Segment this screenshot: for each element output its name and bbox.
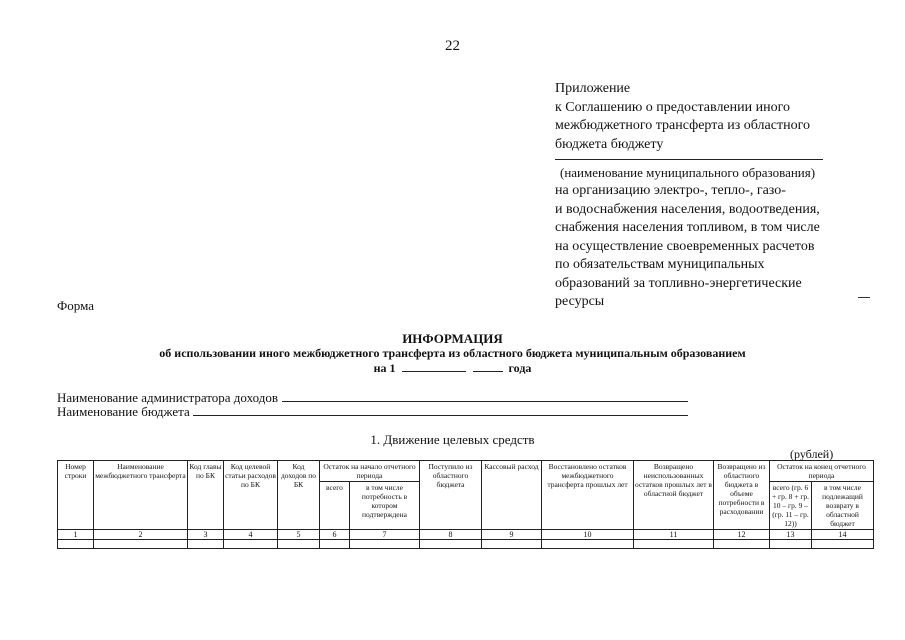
column-number: 1 [58,530,94,540]
table-cell[interactable] [94,540,188,549]
header-returned-unused: Возвращено неиспользованных остатков прошлых лет в областной бюджет [634,461,714,530]
units-label: (рублей) [790,447,834,461]
budget-name-row [57,404,190,420]
municipality-blank-line [555,159,823,160]
purpose-line: образований за топливно-энергетические [555,275,802,291]
table-cell[interactable] [278,540,320,549]
column-number: 11 [634,530,714,540]
municipality-caption: (наименование муниципального образования) [560,165,816,180]
column-number: 2 [94,530,188,540]
appendix-line: Приложение [555,81,631,96]
table-cell[interactable] [350,540,420,549]
purpose-line: и водоснабжения населения, водоотведения, [555,201,820,217]
purpose-line: снабжения населения топливом, в том числе [555,220,820,235]
column-number: 10 [542,530,634,540]
column-number: 4 [224,530,278,540]
header-target-article-code: Код целевой статьи расходов по БК [224,461,278,530]
column-number: 8 [420,530,482,540]
header-chapter-code: Код главы по БК [188,461,224,530]
document-subtitle: об использовании иного межбюджетного трансферта из областного бюджета муниципальным образованием [159,346,746,360]
purpose-line: по обязательствам муниципальных [555,257,765,272]
date-suffix: года [508,361,532,375]
header-balance-start-total: всего [320,482,350,530]
appendix-line: к Соглашению о предоставлении иного [555,99,790,115]
appendix-block [555,80,855,154]
table-cell[interactable] [188,540,224,549]
column-number: 14 [812,530,874,540]
purpose-line: на осуществление своевременных расчетов [555,238,815,254]
column-number: 12 [714,530,770,540]
table-cell[interactable] [770,540,812,549]
column-number: 13 [770,530,812,540]
header-restored: Восстановлено остатков межбюджетного трансферта прошлых лет [542,461,634,530]
header-cash-expense: Кассовый расход [482,461,542,530]
document-title: ИНФОРМАЦИЯ [402,331,503,346]
table-row [58,540,874,549]
column-number: 5 [278,530,320,540]
appendix-line: межбюджетного трансферта из областного [555,118,810,133]
table-cell[interactable] [714,540,770,549]
funds-movement-table [57,460,874,549]
table-cell[interactable] [224,540,278,549]
column-number: 6 [320,530,350,540]
table-cell[interactable] [58,540,94,549]
column-number: 3 [188,530,224,540]
table-cell[interactable] [542,540,634,549]
header-balance-end-return: в том числе подлежащий возврату в областной бюджет [812,482,874,530]
header-balance-start: Остаток на начало отчетного периода [320,461,420,482]
column-number: 9 [482,530,542,540]
header-transfer-name: Наименование межбюджетного трансферта [94,461,188,530]
date-blank-month[interactable] [402,360,466,372]
report-date-line [0,360,905,376]
header-returned-needed: Возвращено из областного бюджета в объеме потребности в расходовании [714,461,770,530]
purpose-block [555,182,820,312]
header-balance-end-total: всего (гр. 6 + гр. 8 + гр. 10 – гр. 9 – (гр. 11 – гр. 12)) [770,482,812,530]
appendix-line: бюджета бюджету [555,136,664,152]
column-numbers-row [58,530,874,540]
margin-dash [858,297,870,298]
header-balance-end: Остаток на конец отчетного периода [770,461,874,482]
section-title: 1. Движение целевых средств [370,432,535,447]
purpose-line: ресурсы [555,294,605,309]
header-income-code: Код доходов по БК [278,461,320,530]
header-received: Поступило из областного бюджета [420,461,482,530]
budget-name-label: Наименование бюджета [57,404,190,419]
header-row-number: Номер строки [58,461,94,530]
revenue-admin-field[interactable] [282,389,688,402]
table-cell[interactable] [634,540,714,549]
table-cell[interactable] [320,540,350,549]
header-balance-start-confirmed: в том числе потребность в котором подтверждена [350,482,420,530]
form-label: Форма [57,298,94,313]
date-blank-year[interactable] [473,360,503,372]
revenue-admin-label: Наименование администратора доходов [57,390,278,405]
purpose-line: на организацию электро-, тепло-, газо- [555,183,786,198]
table-cell[interactable] [812,540,874,549]
table-cell[interactable] [482,540,542,549]
page-number: 22 [445,38,460,54]
budget-name-field[interactable] [193,403,688,416]
date-prefix: на 1 [373,361,396,375]
table-cell[interactable] [420,540,482,549]
column-number: 7 [350,530,420,540]
